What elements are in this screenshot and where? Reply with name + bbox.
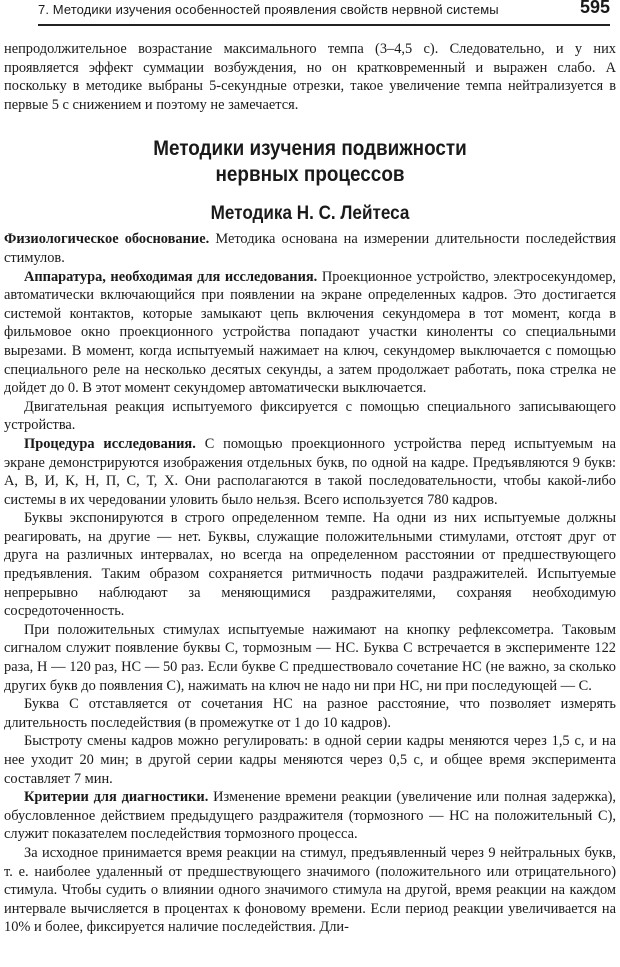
paragraph-motor-reaction: Двигательная реакция испытуемого фиксируется с помощью специального записывающего устройства. xyxy=(4,398,616,434)
paragraph-equipment xyxy=(4,268,616,398)
running-header xyxy=(38,0,610,26)
chapter-title: 7. Методики изучения особенностей проявления свойств нервной системы xyxy=(38,2,499,17)
paragraph-label: Физиологическое обоснование. xyxy=(4,231,210,248)
paragraph-rationale xyxy=(4,230,616,267)
paragraph-label: Критерии для диагностики. xyxy=(24,789,209,806)
section-heading xyxy=(35,136,586,188)
intro-paragraph: непродолжительное возрастание максимального темпа (3–4,5 с). Следовательно, и у них проявляется эффект суммации возбуждения, но он кратковременный и выражен слабо. А поскольку в методике выбраны 5-секундные отрезки, такое увеличение темпа нейтрализуется в первые 5 с снижением и поэтому не замечается. xyxy=(4,41,616,113)
paragraph-text: Проекционное устройство, электросекундомер, автоматически включающийся при появлении на экране определенных кадров. Это достигается системой контактов, которые замыкают цепь включения секундомера в тот момент, когда в фильмовое окно проекционного устройства попадают участки киноленты со специальными вырезами. В момент, когда испытуемый нажимает на ключ, секундомер выключается с помощью специального реле на несколько десятых секунды, а затем продолжает работать, пока стрелка не дойдет до 0. В этот момент секундомер автоматически выключается. xyxy=(4,268,616,397)
page-number: 595 xyxy=(579,0,610,17)
paragraph-text: С помощью проекционного устройства перед испытуемым на экране демонстрируются изображения отдельных букв, по одной на кадре. Предъявляются 9 букв: А, В, И, К, Н, П, С, Т, Х. Они располагаются в такой последовательности, чтобы какой-либо системы в их чередовании уловить было нельзя. Всего используется 780 кадров. xyxy=(4,435,616,508)
section-heading-line-1: Методики изучения подвижности xyxy=(153,137,467,161)
paragraph-exposure: Буквы экспонируются в строго определенном темпе. На одни из них испытуемые должны реагировать, на другие — нет. Буквы, служащие положительными стимулами, отстоят друг от друга на различных интервалах, но всегда на определенном расстоянии от предшествующего предъявления. Таким образом сохраняется ритмичность подачи раздражителей. Испытуемые непрерывно наблюдают за меняющимися раздражителями, сохраняя необходимую сосредоточенность. xyxy=(4,510,616,620)
paragraph-label: Аппаратура, необходимая для исследования. xyxy=(24,268,318,285)
paragraph-text: Изменение времени реакции (увеличение или полная задержка), обусловленное действием предыдущего раздражителя (тормозного — НС на положительный С), служит показателем последействия тормозного процесса. xyxy=(4,789,616,843)
section-heading-line-2: нервных процессов xyxy=(215,163,405,187)
paragraph-distance: Буква С отставляется от сочетания НС на разное расстояние, что позволяет измерять длительность последействия (в промежутке от 1 до 10 кадров). xyxy=(4,696,616,731)
page-body xyxy=(4,40,616,937)
paragraph-procedure xyxy=(4,435,616,509)
paragraph-criteria xyxy=(4,788,616,844)
paragraph-speed: Быстроту смены кадров можно регулировать: в одной серии кадры меняются через 1,5 с, и на нее уходит 20 мин; в другой серии кадры меняются через 0,5 с, и общее время эксперимента составляет 7 мин. xyxy=(4,733,616,787)
paragraph-positive-stimuli: При положительных стимулах испытуемые нажимают на кнопку рефлексометра. Таковым сигналом служит появление буквы С, тормозным — НС. Буква С встречается в эксперименте 122 раза, Н — 120 раз, НС — 50 раз. Если букве С предшествовало сочетание НС (не важно, за сколько других букв до появления С), нажимать на ключ не надо ни при НС, ни при последующей — С. xyxy=(4,621,616,694)
paragraph-label: Процедура исследования. xyxy=(24,435,196,452)
paragraph-baseline: За исходное принимается время реакции на стимул, предъявленный через 9 нейтральных букв, т. е. наиболее удаленный от предшествующего значимого (положительного или отрицательного) стимула. Чтобы судить о влиянии одного значимого стимула на другой, время реакции на каждом интервале вычисляется в процентах к фоновому времени. Если период реакции увеличивается на 10% и более, фиксируется наличие последействия. Дли- xyxy=(4,844,616,936)
subsection-heading: Методика Н. С. Лейтеса xyxy=(210,203,410,225)
paragraph-text: Методика основана на измерении длительности последействия стимулов. xyxy=(4,231,616,266)
